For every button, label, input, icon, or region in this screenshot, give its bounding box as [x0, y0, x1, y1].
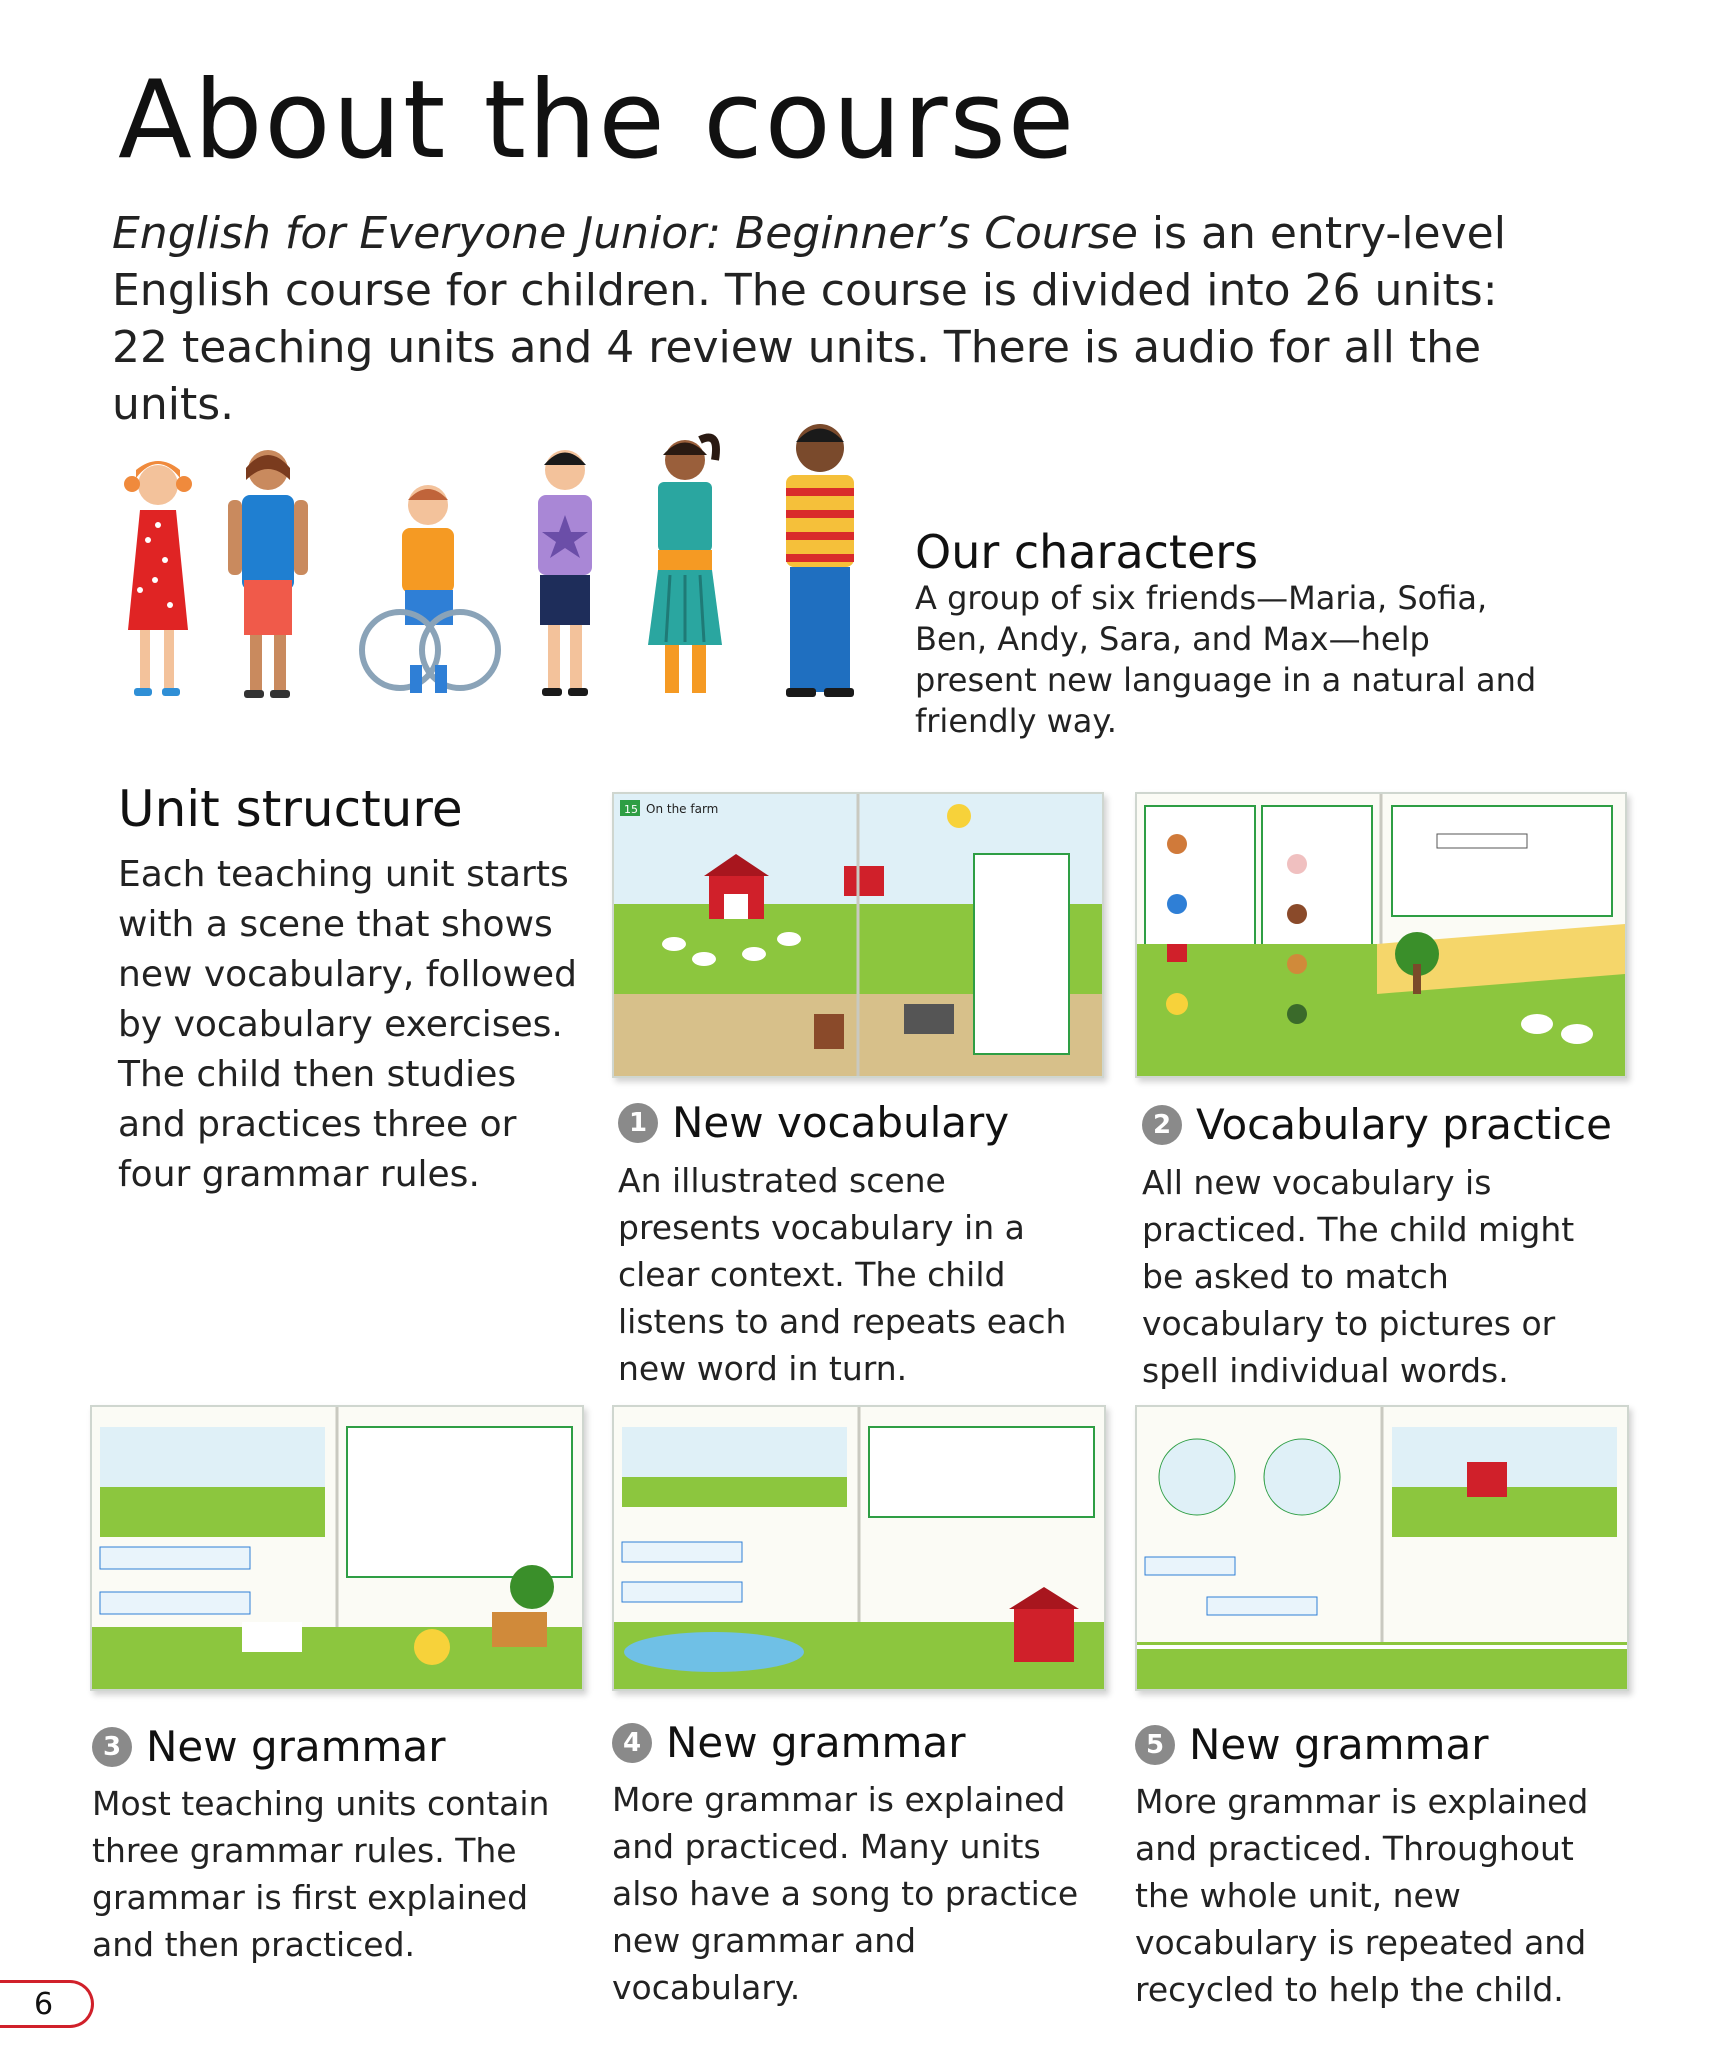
step-2-number: 2: [1142, 1105, 1182, 1145]
unit-structure-text: Each teaching unit starts with a scene that shows new vocabulary, followed by vocabulary exercises. The child then studies and practices three or four grammar rules.: [118, 854, 577, 1195]
characters-text: A group of six friends—Maria, Sofia, Ben, Andy, Sara, and Max—help present new language in a natural and friendly way.: [915, 579, 1537, 740]
character-sara: [648, 438, 722, 694]
step-1-text: An illustrated scene presents vocabulary in a clear context. The child listens to and repeats each new word in turn.: [618, 1161, 1067, 1388]
characters-illustration: [110, 420, 890, 710]
course-name: English for Everyone Junior: Beginner’s Course: [112, 208, 1138, 259]
step-1-title: New vocabulary: [672, 1098, 1010, 1147]
step-1-number: 1: [618, 1103, 658, 1143]
step-4-text: More grammar is explained and practiced. Many units also have a song to practice new grammar and vocabulary.: [612, 1780, 1079, 2007]
step-2-heading: [1142, 1100, 1612, 1149]
step-5-number: 5: [1135, 1725, 1175, 1765]
unit-structure-heading: Unit structure: [118, 780, 463, 838]
grammar-2-image: [614, 1407, 1104, 1689]
character-sofia: [228, 450, 308, 698]
step-3-heading: [92, 1722, 445, 1771]
page-title: About the course: [118, 58, 1077, 183]
grammar-3-image: [1137, 1407, 1627, 1689]
intro-text: is an entry-level English course for children. The course is divided into 26 units: 22 teaching units and 4 review units. There is audio for all the units.: [112, 208, 1506, 430]
farm-scene-image: [614, 794, 1102, 1076]
step-5-heading: [1135, 1720, 1488, 1769]
grammar-1-image: [92, 1407, 582, 1689]
characters-heading: Our characters: [915, 525, 1259, 579]
character-andy: [538, 450, 592, 696]
character-ben: [362, 485, 498, 693]
thumb-unit-number: 15: [624, 803, 638, 816]
character-max: [786, 424, 854, 697]
character-maria: [124, 461, 192, 696]
thumbnail-new-grammar-2: [612, 1405, 1106, 1691]
thumbnail-new-grammar-3: [1135, 1405, 1629, 1691]
thumbnail-vocabulary-practice: [1135, 792, 1627, 1078]
intro-paragraph: [112, 205, 1532, 433]
step-4-heading: [612, 1718, 965, 1767]
thumbnail-new-vocabulary: [612, 792, 1104, 1078]
vocabulary-practice-image: [1137, 794, 1625, 1076]
step-2-text: All new vocabulary is practiced. The child might be asked to match vocabulary to pictures or spell individual words.: [1142, 1163, 1575, 1390]
step-3-title: New grammar: [146, 1722, 446, 1771]
thumbnail-new-grammar-1: [90, 1405, 584, 1691]
thumb-unit-title: On the farm: [646, 802, 719, 816]
step-3-number: 3: [92, 1727, 132, 1767]
step-4-number: 4: [612, 1723, 652, 1763]
step-5-text: More grammar is explained and practiced. Throughout the whole unit, new vocabulary is repeated and recycled to help the child.: [1135, 1782, 1589, 2009]
page-number: 6: [0, 1980, 94, 2028]
step-1-heading: [618, 1098, 1009, 1147]
step-5-title: New grammar: [1189, 1720, 1489, 1769]
step-3-text: Most teaching units contain three grammar rules. The grammar is first explained and then practiced.: [92, 1784, 550, 1964]
step-2-title: Vocabulary practice: [1196, 1100, 1612, 1149]
step-4-title: New grammar: [666, 1718, 966, 1767]
